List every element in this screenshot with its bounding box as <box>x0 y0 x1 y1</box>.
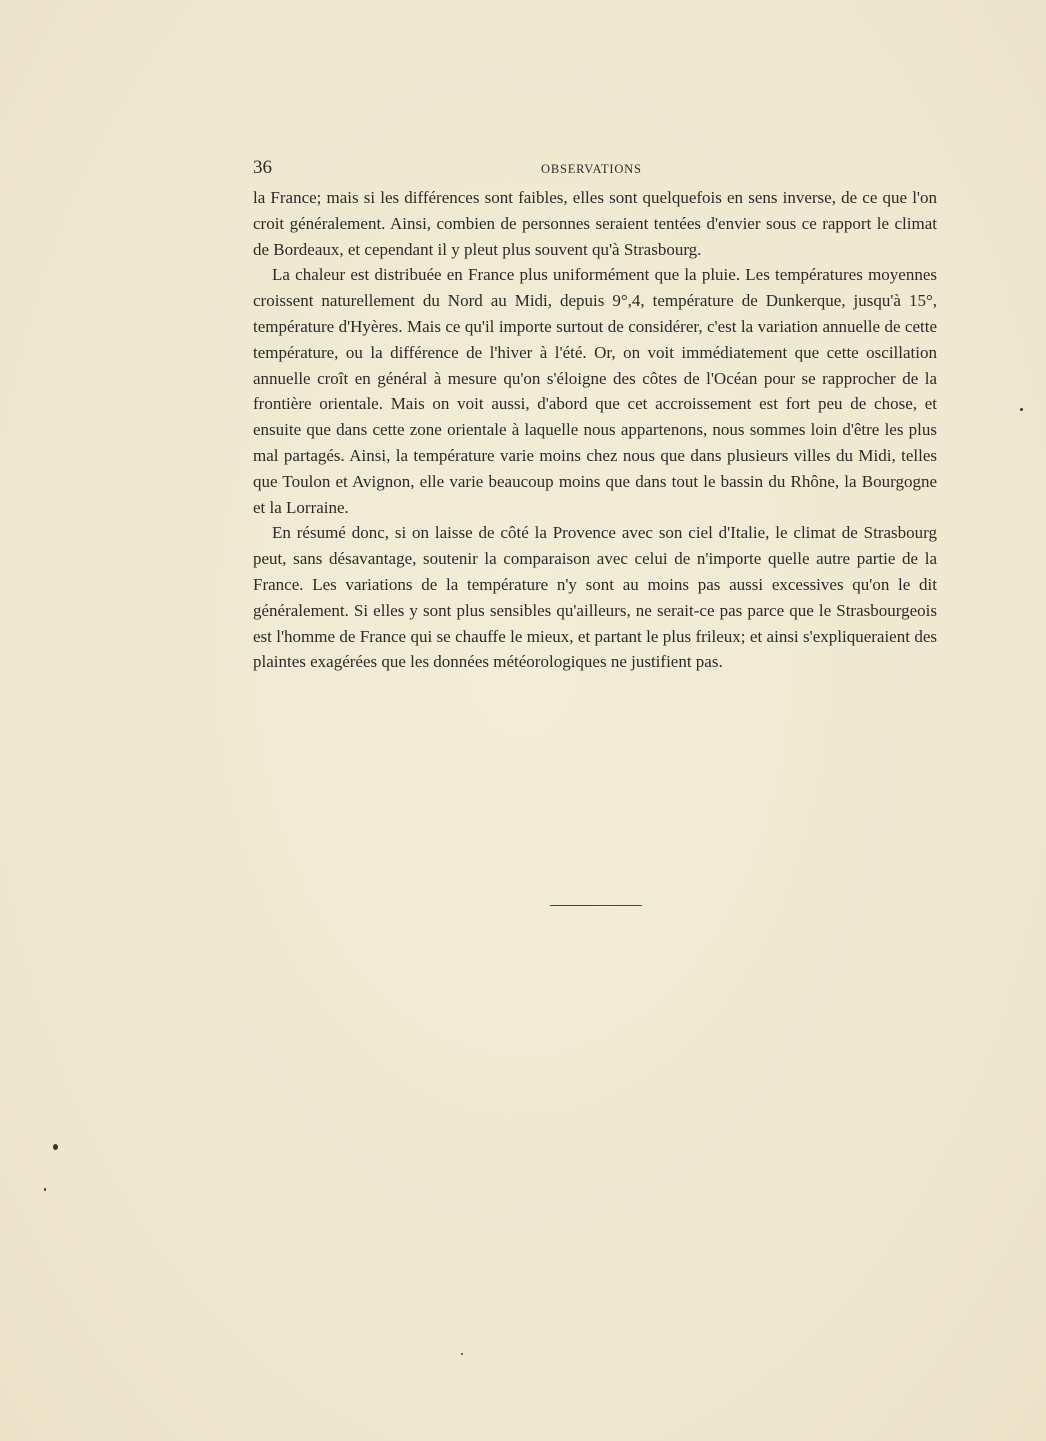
paper-speck <box>44 1188 46 1191</box>
page-header <box>253 157 937 179</box>
end-rule <box>550 905 642 906</box>
paper-speck <box>461 1353 463 1355</box>
paper-speck <box>53 1144 58 1150</box>
paragraph-heat-distribution: La chaleur est distribuée en France plus uniformément que la pluie. Les températures moyennes croissent naturellement du Nord au Midi, depuis 9°,4, température de Dunkerque, jusqu'à 15°, température d'Hyères. Mais ce qu'il importe surtout de considérer, c'est la variation annuelle de cette température, ou la différence de l'hiver à l'été. Or, on voit immédiatement que cette oscillation annuelle croît en général à mesure qu'on s'éloigne des côtes de l'Océan pour se rapprocher de la frontière orientale. Mais on voit aussi, d'abord que cet accroissement est fort peu de chose, et ensuite que dans cette zone orientale à laquelle nous appartenons, nous sommes loin d'être les plus mal partagés. Ainsi, la température varie moins chez nous que dans plusieurs villes du Midi, telles que Toulon et Avignon, elle varie beaucoup moins que dans tout le bassin du Rhône, la Bourgogne et la Lorraine. <box>253 265 937 517</box>
body-text <box>253 185 937 675</box>
paragraph-summary: En résumé donc, si on laisse de côté la Provence avec son ciel d'Italie, le climat de Strasbourg peut, sans désavantage, soutenir la comparaison avec celui de n'importe quelle autre partie de la France. Les variations de la température n'y sont au moins pas aussi excessives qu'on le dit généralement. Si elles y sont plus sensibles qu'ailleurs, ne serait-ce pas parce que le Strasbourgeois est l'homme de France qui se chauffe le mieux, et partant le plus frileux; et ainsi s'expliqueraient des plaintes exagérées que les données météorologiques ne justifient pas. <box>253 523 937 672</box>
page-number: 36 <box>253 157 272 178</box>
running-title: OBSERVATIONS <box>541 162 642 176</box>
paper-speck <box>1020 408 1023 411</box>
paragraph-continuation: la France; mais si les différences sont faibles, elles sont quelquefois en sens inverse, de ce que l'on croit généralement. Ainsi, combien de personnes seraient tentées d'envier sous ce rapport le climat de Bordeaux, et cependant il y pleut plus souvent qu'à Strasbourg. <box>253 188 937 259</box>
